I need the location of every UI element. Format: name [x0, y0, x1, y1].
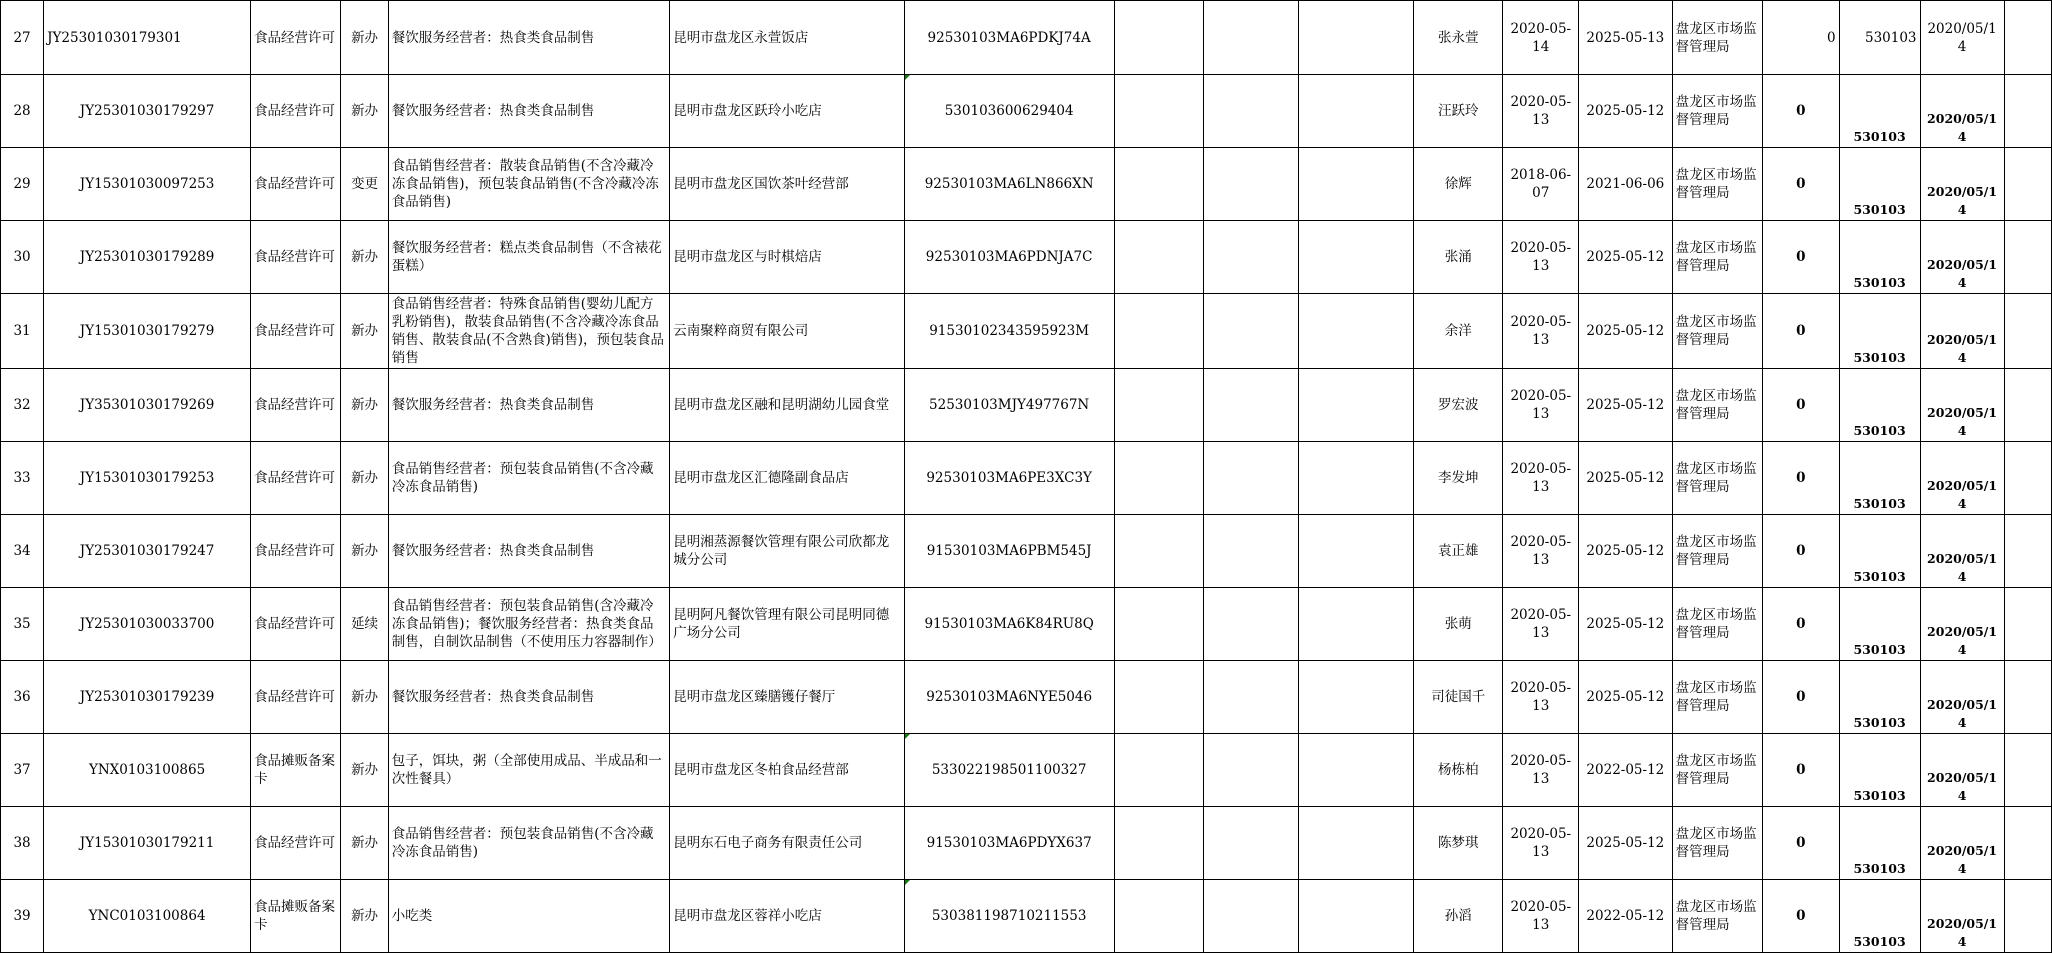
empty-cell[interactable] [1204, 369, 1299, 442]
empty-cell[interactable] [1114, 588, 1203, 661]
empty-cell[interactable] [1298, 734, 1414, 807]
empty-cell[interactable] [1114, 807, 1203, 880]
issuing-agency-cell[interactable]: 盘龙区市场监督管理局 [1672, 588, 1762, 661]
legal-person-cell[interactable]: 徐辉 [1414, 148, 1503, 221]
empty-cell[interactable] [1204, 221, 1299, 294]
row-number-cell[interactable]: 30 [1, 221, 44, 294]
valid-from-cell[interactable]: 2020-05-14 [1503, 1, 1579, 75]
valid-to-cell[interactable]: 2025-05-12 [1579, 661, 1673, 734]
action-cell[interactable]: 新办 [341, 294, 388, 369]
row-number-cell[interactable]: 31 [1, 294, 44, 369]
credit-code-cell[interactable]: 52530103MJY497767N [904, 369, 1114, 442]
credit-code-cell[interactable]: 92530103MA6LN866XN [904, 148, 1114, 221]
empty-cell[interactable] [1114, 369, 1203, 442]
cell-text: 餐饮服务经营者：热食类食品制售 [391, 689, 595, 705]
row-number-cell[interactable]: 28 [1, 75, 44, 148]
valid-from-cell[interactable]: 2020-05-13 [1503, 515, 1579, 588]
business-name-cell[interactable]: 昆明市盘龙区国饮茶叶经营部 [670, 148, 904, 221]
empty-cell[interactable] [1204, 148, 1299, 221]
row-number-cell[interactable]: 34 [1, 515, 44, 588]
action-cell[interactable]: 新办 [341, 221, 388, 294]
license-code-cell[interactable]: JY15301030179253 [44, 442, 251, 515]
issuing-agency-cell[interactable]: 盘龙区市场监督管理局 [1672, 221, 1762, 294]
valid-from-cell[interactable]: 2020-05-13 [1503, 880, 1579, 953]
valid-to-cell[interactable]: 2025-05-12 [1579, 588, 1673, 661]
action-cell[interactable]: 新办 [341, 807, 388, 880]
business-name-cell[interactable]: 昆明市盘龙区永萱饭店 [670, 1, 904, 75]
action-cell[interactable]: 新办 [341, 369, 388, 442]
flag-cell[interactable]: 0 [1762, 807, 1839, 880]
table-row[interactable] [1, 148, 2052, 221]
row-number-cell[interactable]: 33 [1, 442, 44, 515]
empty-cell[interactable] [1114, 515, 1203, 588]
business-name-cell[interactable]: 昆明阿凡餐饮管理有限公司昆明同德广场分公司 [670, 588, 904, 661]
business-scope-cell[interactable] [388, 221, 670, 294]
empty-cell[interactable] [1298, 1, 1414, 75]
empty-cell[interactable] [1204, 294, 1299, 369]
business-name-cell[interactable]: 昆明湘蒸源餐饮管理有限公司欣都龙城分公司 [670, 515, 904, 588]
business-scope-cell[interactable] [388, 588, 670, 661]
valid-from-cell[interactable]: 2020-05-13 [1503, 221, 1579, 294]
legal-person-cell[interactable]: 孙滔 [1414, 880, 1503, 953]
legal-person-cell[interactable]: 余洋 [1414, 294, 1503, 369]
update-date-cell[interactable]: 2020/05/14 [1920, 75, 2004, 148]
credit-code-cell[interactable]: 91530103MA6PDYX637 [904, 807, 1114, 880]
issuing-agency-cell[interactable]: 盘龙区市场监督管理局 [1672, 734, 1762, 807]
valid-to-cell[interactable]: 2025-05-12 [1579, 221, 1673, 294]
empty-cell[interactable] [1298, 880, 1414, 953]
issuing-agency-cell[interactable]: 盘龙区市场监督管理局 [1672, 369, 1762, 442]
business-name-cell[interactable]: 昆明市盘龙区蓉祥小吃店 [670, 880, 904, 953]
flag-cell[interactable]: 0 [1762, 880, 1839, 953]
table-body [1, 1, 2052, 953]
business-scope-cell[interactable] [388, 294, 670, 369]
license-code-cell[interactable]: JY25301030179301 [44, 1, 251, 75]
business-name-cell[interactable]: 昆明市盘龙区融和昆明湖幼儿园食堂 [670, 369, 904, 442]
credit-code-cell[interactable]: 530381198710211553 [904, 880, 1114, 953]
empty-cell[interactable] [1204, 442, 1299, 515]
valid-to-cell[interactable]: 2025-05-12 [1579, 807, 1673, 880]
area-code-cell[interactable]: 530103 [1839, 148, 1920, 221]
cell-text: 包子，饵块，粥（全部使用成品、半成品和一次性餐具） [391, 753, 662, 787]
empty-cell[interactable] [2004, 1, 2051, 75]
action-cell[interactable]: 新办 [341, 442, 388, 515]
legal-person-cell[interactable]: 张萌 [1414, 588, 1503, 661]
business-name-cell[interactable]: 昆明市盘龙区臻膳镬仔餐厅 [670, 661, 904, 734]
license-type-cell[interactable]: 食品摊贩备案卡 [251, 880, 341, 953]
valid-from-cell[interactable]: 2020-05-13 [1503, 588, 1579, 661]
area-code-cell[interactable]: 530103 [1839, 661, 1920, 734]
update-date-cell[interactable]: 2020/05/14 [1920, 734, 2004, 807]
flag-cell[interactable]: 0 [1762, 1, 1839, 75]
flag-cell[interactable]: 0 [1762, 588, 1839, 661]
license-code-cell[interactable]: YNX0103100865 [44, 734, 251, 807]
legal-person-cell[interactable]: 袁正雄 [1414, 515, 1503, 588]
cell-text: 餐饮服务经营者：热食类食品制售 [391, 543, 595, 559]
legal-person-cell[interactable]: 汪跃玲 [1414, 75, 1503, 148]
valid-to-cell[interactable]: 2022-05-12 [1579, 880, 1673, 953]
empty-cell[interactable] [1204, 880, 1299, 953]
empty-cell[interactable] [1298, 369, 1414, 442]
credit-code-cell[interactable]: 91530103MA6PBM545J [904, 515, 1114, 588]
license-type-cell[interactable]: 食品经营许可 [251, 515, 341, 588]
flag-cell[interactable]: 0 [1762, 515, 1839, 588]
license-code-cell[interactable]: JY25301030179289 [44, 221, 251, 294]
business-scope-cell[interactable] [388, 880, 670, 953]
business-scope-cell[interactable] [388, 661, 670, 734]
empty-cell[interactable] [1114, 1, 1203, 75]
legal-person-cell[interactable]: 张永萱 [1414, 1, 1503, 75]
valid-to-cell[interactable]: 2025-05-12 [1579, 294, 1673, 369]
issuing-agency-cell[interactable]: 盘龙区市场监督管理局 [1672, 442, 1762, 515]
empty-cell[interactable] [1114, 734, 1203, 807]
row-number-cell[interactable]: 27 [1, 1, 44, 75]
credit-code-cell[interactable]: 92530103MA6NYE5046 [904, 661, 1114, 734]
legal-person-cell[interactable]: 张涌 [1414, 221, 1503, 294]
valid-to-cell[interactable]: 2025-05-12 [1579, 75, 1673, 148]
issuing-agency-cell[interactable]: 盘龙区市场监督管理局 [1672, 661, 1762, 734]
action-cell[interactable]: 新办 [341, 880, 388, 953]
area-code-cell[interactable]: 530103 [1839, 1, 1920, 75]
empty-cell[interactable] [2004, 369, 2051, 442]
flag-cell[interactable]: 0 [1762, 734, 1839, 807]
valid-to-cell[interactable]: 2025-05-13 [1579, 1, 1673, 75]
area-code-cell[interactable]: 530103 [1839, 369, 1920, 442]
business-scope-cell[interactable] [388, 148, 670, 221]
cell-text: 食品销售经营者：散装食品销售(不含冷藏冷冻食品销售)，预包装食品销售(不含冷藏冷冻食品销售) [391, 158, 659, 210]
valid-from-cell[interactable]: 2018-06-07 [1503, 148, 1579, 221]
empty-cell[interactable] [1298, 807, 1414, 880]
business-name-cell[interactable]: 昆明市盘龙区与时棋焙店 [670, 221, 904, 294]
business-name-cell[interactable]: 昆明东石电子商务有限责任公司 [670, 807, 904, 880]
area-code-cell[interactable]: 530103 [1839, 515, 1920, 588]
row-number-cell[interactable]: 35 [1, 588, 44, 661]
business-name-cell[interactable]: 昆明市盘龙区汇德隆副食品店 [670, 442, 904, 515]
area-code-cell[interactable]: 530103 [1839, 807, 1920, 880]
action-cell[interactable]: 新办 [341, 75, 388, 148]
legal-person-cell[interactable]: 李发坤 [1414, 442, 1503, 515]
license-type-cell[interactable]: 食品摊贩备案卡 [251, 734, 341, 807]
empty-cell[interactable] [2004, 661, 2051, 734]
empty-cell[interactable] [2004, 807, 2051, 880]
issuing-agency-cell[interactable]: 盘龙区市场监督管理局 [1672, 880, 1762, 953]
row-number-cell[interactable]: 38 [1, 807, 44, 880]
row-number-cell[interactable]: 37 [1, 734, 44, 807]
empty-cell[interactable] [1114, 880, 1203, 953]
area-code-cell[interactable]: 530103 [1839, 588, 1920, 661]
empty-cell[interactable] [2004, 880, 2051, 953]
empty-cell[interactable] [1298, 661, 1414, 734]
flag-cell[interactable]: 0 [1762, 148, 1839, 221]
empty-cell[interactable] [2004, 515, 2051, 588]
cell-text: 餐饮服务经营者：糕点类食品制售（不含裱花蛋糕） [391, 240, 662, 274]
license-type-cell[interactable]: 食品经营许可 [251, 661, 341, 734]
cell-text: 餐饮服务经营者：热食类食品制售 [391, 29, 595, 46]
empty-cell[interactable] [1114, 294, 1203, 369]
legal-person-cell[interactable]: 司徒国千 [1414, 661, 1503, 734]
license-code-cell[interactable]: JY25301030179297 [44, 75, 251, 148]
empty-cell[interactable] [1298, 148, 1414, 221]
valid-from-cell[interactable]: 2020-05-13 [1503, 734, 1579, 807]
flag-cell[interactable]: 0 [1762, 294, 1839, 369]
area-code-cell[interactable]: 530103 [1839, 734, 1920, 807]
table-row[interactable] [1, 294, 2052, 369]
empty-cell[interactable] [1204, 807, 1299, 880]
empty-cell[interactable] [2004, 221, 2051, 294]
flag-cell[interactable]: 0 [1762, 442, 1839, 515]
issuing-agency-cell[interactable]: 盘龙区市场监督管理局 [1672, 1, 1762, 75]
empty-cell[interactable] [1298, 515, 1414, 588]
action-cell[interactable]: 延续 [341, 588, 388, 661]
empty-cell[interactable] [1204, 588, 1299, 661]
empty-cell[interactable] [2004, 734, 2051, 807]
license-type-cell[interactable]: 食品经营许可 [251, 148, 341, 221]
empty-cell[interactable] [1114, 221, 1203, 294]
flag-cell[interactable]: 0 [1762, 369, 1839, 442]
empty-cell[interactable] [1204, 75, 1299, 148]
license-code-cell[interactable]: JY25301030033700 [44, 588, 251, 661]
license-type-cell[interactable]: 食品经营许可 [251, 294, 341, 369]
issuing-agency-cell[interactable]: 盘龙区市场监督管理局 [1672, 515, 1762, 588]
area-code-cell[interactable]: 530103 [1839, 880, 1920, 953]
credit-code-cell[interactable]: 530103600629404 [904, 75, 1114, 148]
cell-text: 食品销售经营者：预包装食品销售(不含冷藏冷冻食品销售) [391, 461, 654, 495]
issuing-agency-cell[interactable]: 盘龙区市场监督管理局 [1672, 75, 1762, 148]
empty-cell[interactable] [1114, 75, 1203, 148]
action-cell[interactable]: 新办 [341, 1, 388, 75]
credit-code-cell[interactable]: 533022198501100327 [904, 734, 1114, 807]
credit-code-cell[interactable]: 92530103MA6PDKJ74A [904, 1, 1114, 75]
credit-code-cell[interactable]: 91530102343595923M [904, 294, 1114, 369]
area-code-cell[interactable]: 530103 [1839, 75, 1920, 148]
update-date-cell[interactable]: 2020/05/14 [1920, 369, 2004, 442]
update-date-cell[interactable]: 2020/05/14 [1920, 221, 2004, 294]
table-row[interactable] [1, 588, 2052, 661]
license-code-cell[interactable]: YNC0103100864 [44, 880, 251, 953]
license-code-cell[interactable]: JY25301030179239 [44, 661, 251, 734]
empty-cell[interactable] [1298, 75, 1414, 148]
empty-cell[interactable] [2004, 75, 2051, 148]
empty-cell[interactable] [2004, 148, 2051, 221]
table-row[interactable] [1, 515, 2052, 588]
row-number-cell[interactable]: 36 [1, 661, 44, 734]
legal-person-cell[interactable]: 杨栋柏 [1414, 734, 1503, 807]
license-type-cell[interactable]: 食品经营许可 [251, 588, 341, 661]
empty-cell[interactable] [2004, 442, 2051, 515]
valid-from-cell[interactable]: 2020-05-13 [1503, 661, 1579, 734]
credit-code-cell[interactable]: 91530103MA6K84RU8Q [904, 588, 1114, 661]
business-name-cell[interactable]: 昆明市盘龙区跃玲小吃店 [670, 75, 904, 148]
valid-to-cell[interactable]: 2025-05-12 [1579, 442, 1673, 515]
cell-text: 食品销售经营者：预包装食品销售(不含冷藏冷冻食品销售) [391, 826, 654, 860]
action-cell[interactable]: 变更 [341, 148, 388, 221]
empty-cell[interactable] [1114, 661, 1203, 734]
flag-cell[interactable]: 0 [1762, 221, 1839, 294]
business-name-cell[interactable]: 昆明市盘龙区冬柏食品经营部 [670, 734, 904, 807]
update-date-cell[interactable]: 2020/05/14 [1920, 588, 2004, 661]
update-date-cell[interactable]: 2020/05/14 [1920, 148, 2004, 221]
empty-cell[interactable] [1114, 442, 1203, 515]
business-scope-cell[interactable] [388, 807, 670, 880]
flag-cell[interactable]: 0 [1762, 75, 1839, 148]
license-code-cell[interactable]: JY15301030179211 [44, 807, 251, 880]
business-scope-cell[interactable] [388, 75, 670, 148]
area-code-cell[interactable]: 530103 [1839, 442, 1920, 515]
empty-cell[interactable] [2004, 588, 2051, 661]
business-scope-cell[interactable] [388, 515, 670, 588]
empty-cell[interactable] [1114, 148, 1203, 221]
table-row[interactable] [1, 75, 2052, 148]
license-type-cell[interactable]: 食品经营许可 [251, 1, 341, 75]
valid-to-cell[interactable]: 2022-05-12 [1579, 734, 1673, 807]
table-row[interactable] [1, 807, 2052, 880]
table-row[interactable] [1, 661, 2052, 734]
empty-cell[interactable] [1204, 1, 1299, 75]
business-scope-cell[interactable] [388, 369, 670, 442]
update-date-cell[interactable]: 2020/05/14 [1920, 880, 2004, 953]
license-type-cell[interactable]: 食品经营许可 [251, 442, 341, 515]
update-date-cell[interactable]: 2020/05/14 [1920, 442, 2004, 515]
license-code-cell[interactable]: JY15301030097253 [44, 148, 251, 221]
cell-text: 食品销售经营者：特殊食品销售(婴幼儿配方乳粉销售)，散装食品销售(不含冷藏冷冻食品销售、散装食品(不含熟食)销售)，预包装食品销售 [391, 296, 665, 366]
valid-to-cell[interactable]: 2021-06-06 [1579, 148, 1673, 221]
table-row[interactable] [1, 442, 2052, 515]
valid-from-cell[interactable]: 2020-05-13 [1503, 807, 1579, 880]
business-name-cell[interactable]: 云南聚粹商贸有限公司 [670, 294, 904, 369]
update-date-cell[interactable]: 2020/05/14 [1920, 661, 2004, 734]
area-code-cell[interactable]: 530103 [1839, 294, 1920, 369]
cell-text: 餐饮服务经营者：热食类食品制售 [391, 103, 595, 119]
flag-cell[interactable]: 0 [1762, 661, 1839, 734]
action-cell[interactable]: 新办 [341, 661, 388, 734]
empty-cell[interactable] [1298, 221, 1414, 294]
credit-code-cell[interactable]: 92530103MA6PDNJA7C [904, 221, 1114, 294]
empty-cell[interactable] [2004, 294, 2051, 369]
table-row[interactable] [1, 1, 2052, 75]
empty-cell[interactable] [1298, 442, 1414, 515]
empty-cell[interactable] [1298, 588, 1414, 661]
area-code-cell[interactable]: 530103 [1839, 221, 1920, 294]
update-date-cell[interactable]: 2020/05/14 [1920, 515, 2004, 588]
license-code-cell[interactable]: JY35301030179269 [44, 369, 251, 442]
legal-person-cell[interactable]: 陈梦琪 [1414, 807, 1503, 880]
credit-code-cell[interactable]: 92530103MA6PE3XC3Y [904, 442, 1114, 515]
license-type-cell[interactable]: 食品经营许可 [251, 807, 341, 880]
empty-cell[interactable] [1204, 515, 1299, 588]
empty-cell[interactable] [1298, 294, 1414, 369]
table-row[interactable] [1, 221, 2052, 294]
row-number-cell[interactable]: 29 [1, 148, 44, 221]
valid-from-cell[interactable]: 2020-05-13 [1503, 294, 1579, 369]
update-date-cell[interactable]: 2020/05/14 [1920, 1, 2004, 75]
license-type-cell[interactable]: 食品经营许可 [251, 75, 341, 148]
cell-text: 食品销售经营者：预包装食品销售(含冷藏冷冻食品销售)；餐饮服务经营者：热食类食品制售，自制饮品制售（不使用压力容器制作） [391, 598, 662, 650]
cell-text: 餐饮服务经营者：热食类食品制售 [391, 397, 595, 413]
table-row[interactable] [1, 369, 2052, 442]
valid-from-cell[interactable]: 2020-05-13 [1503, 75, 1579, 148]
valid-from-cell[interactable]: 2020-05-13 [1503, 442, 1579, 515]
row-number-cell[interactable]: 39 [1, 880, 44, 953]
row-number-cell[interactable]: 32 [1, 369, 44, 442]
empty-cell[interactable] [1204, 734, 1299, 807]
cell-text: 小吃类 [391, 908, 433, 924]
license-type-cell[interactable]: 食品经营许可 [251, 369, 341, 442]
issuing-agency-cell[interactable]: 盘龙区市场监督管理局 [1672, 294, 1762, 369]
business-scope-cell[interactable] [388, 442, 670, 515]
table-row[interactable] [1, 880, 2052, 953]
license-type-cell[interactable]: 食品经营许可 [251, 221, 341, 294]
valid-to-cell[interactable]: 2025-05-12 [1579, 515, 1673, 588]
issuing-agency-cell[interactable]: 盘龙区市场监督管理局 [1672, 807, 1762, 880]
update-date-cell[interactable]: 2020/05/14 [1920, 294, 2004, 369]
legal-person-cell[interactable]: 罗宏波 [1414, 369, 1503, 442]
business-scope-cell[interactable] [388, 1, 670, 75]
action-cell[interactable]: 新办 [341, 515, 388, 588]
issuing-agency-cell[interactable]: 盘龙区市场监督管理局 [1672, 148, 1762, 221]
business-scope-cell[interactable] [388, 734, 670, 807]
table-row[interactable] [1, 734, 2052, 807]
valid-to-cell[interactable]: 2025-05-12 [1579, 369, 1673, 442]
license-code-cell[interactable]: JY25301030179247 [44, 515, 251, 588]
empty-cell[interactable] [1204, 661, 1299, 734]
license-code-cell[interactable]: JY15301030179279 [44, 294, 251, 369]
valid-from-cell[interactable]: 2020-05-13 [1503, 369, 1579, 442]
update-date-cell[interactable]: 2020/05/14 [1920, 807, 2004, 880]
action-cell[interactable]: 新办 [341, 734, 388, 807]
